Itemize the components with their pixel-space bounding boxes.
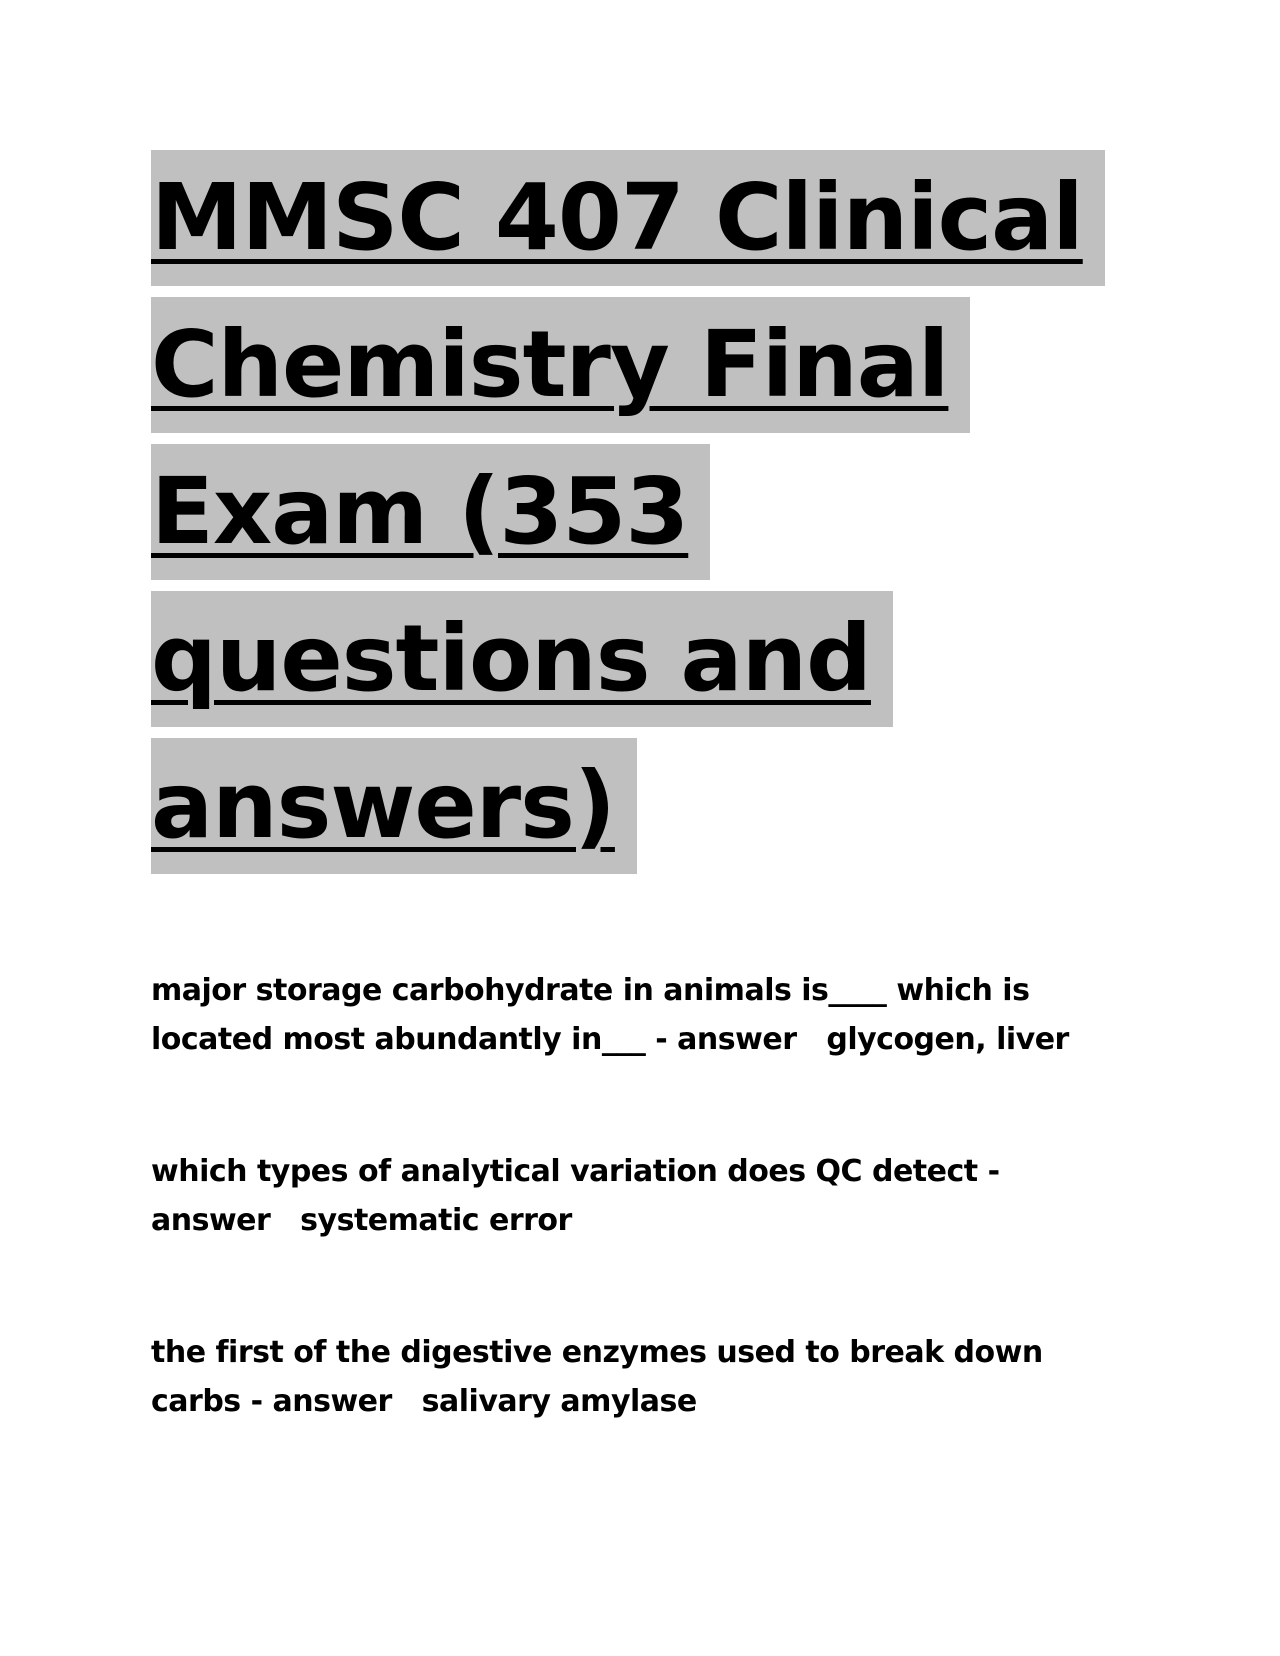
qa-item <box>151 1147 1111 1245</box>
title-line-text: MMSC 407 Clinical <box>151 150 1105 286</box>
answer-label: - answer <box>250 1384 392 1419</box>
title-line-text: Chemistry Final <box>151 297 970 433</box>
title-line <box>151 297 1111 444</box>
answer-label: - answer <box>655 1022 797 1057</box>
answer-label: - answer <box>151 1154 1010 1238</box>
title-line-text: answers) <box>151 738 637 874</box>
document-title <box>151 150 1111 885</box>
answer-text: glycogen, liver <box>826 1022 1069 1057</box>
question-text: which types of analytical variation does QC detect <box>151 1154 978 1189</box>
title-line-text: questions and <box>151 591 893 727</box>
title-line <box>151 591 1111 738</box>
qa-item <box>151 1328 1111 1426</box>
question-text: the first of the digestive enzymes used to break down carbs <box>151 1335 1053 1419</box>
answer-text: systematic error <box>300 1203 572 1238</box>
qa-item <box>151 966 1111 1064</box>
title-line-text: Exam (353 <box>151 444 710 580</box>
title-line <box>151 738 1111 885</box>
title-line <box>151 444 1111 591</box>
question-text: major storage carbohydrate in animals is____ which is located most abundantly in___ <box>151 973 1040 1057</box>
title-line <box>151 150 1111 297</box>
answer-text: salivary amylase <box>421 1384 697 1419</box>
